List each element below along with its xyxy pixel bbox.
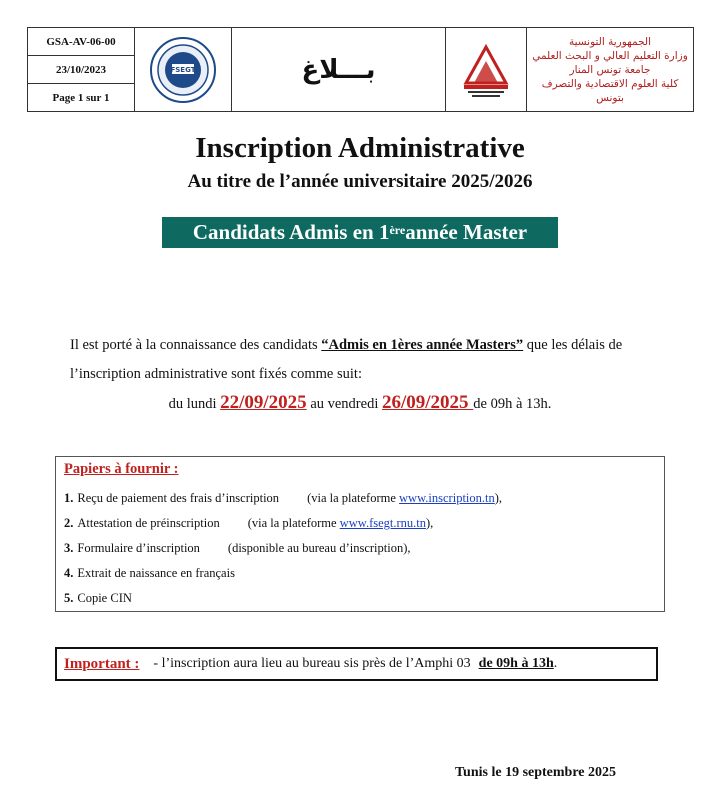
papers-item bbox=[64, 536, 656, 561]
papers-item bbox=[64, 486, 656, 511]
papers-item bbox=[64, 511, 656, 536]
papers-box bbox=[55, 456, 665, 612]
item-number: 3. bbox=[64, 541, 74, 555]
papers-item bbox=[64, 586, 656, 611]
intro-post: que les délais de l’inscription administrative sont fixés comme suit: bbox=[70, 337, 623, 382]
candidates-banner bbox=[162, 217, 558, 248]
page-title: Inscription Administrative bbox=[195, 132, 525, 164]
item-note: (disponible au bureau d’inscription), bbox=[227, 541, 411, 555]
arabic-line-4: كلية العلوم الاقتصادية والتصرف bbox=[541, 77, 679, 90]
arabic-line-1: الجمهورية التونسية bbox=[569, 35, 651, 48]
intro-pre: Il est porté à la connaissance des candidats bbox=[70, 337, 322, 353]
registration-dates bbox=[0, 392, 720, 414]
important-end: . bbox=[553, 656, 558, 671]
item-note: (via la plateforme bbox=[307, 491, 400, 505]
papers-heading: Papiers à fournir : bbox=[64, 461, 179, 477]
hours-text: de 09h à 13h. bbox=[473, 396, 552, 412]
from-label: du lundi bbox=[168, 396, 221, 412]
item-number: 2. bbox=[64, 516, 74, 530]
fsegt-logo-text: FSEGT bbox=[170, 65, 196, 74]
item-note-end: ), bbox=[426, 516, 434, 530]
document-header bbox=[27, 27, 694, 112]
item-note-end: ), bbox=[494, 491, 503, 505]
fsegt-logo bbox=[135, 28, 232, 111]
page-number: Page 1 sur 1 bbox=[52, 91, 110, 104]
banner-sup: ère bbox=[389, 223, 406, 237]
document-code: GSA-AV-06-00 bbox=[28, 28, 134, 56]
item-text: Reçu de paiement des frais d’inscription bbox=[77, 491, 280, 505]
intro-paragraph bbox=[70, 331, 670, 389]
item-number: 5. bbox=[64, 591, 74, 605]
banner-text-pre: Candidats Admis en 1 bbox=[192, 220, 390, 244]
notice-title-arabic: بـــلاغ bbox=[232, 28, 446, 111]
university-logo bbox=[446, 28, 527, 111]
institution-arabic bbox=[527, 28, 693, 111]
important-text: - l’inscription aura lieu au bureau sis près de l’Amphi 03 bbox=[153, 656, 471, 671]
item-text: Attestation de préinscription bbox=[77, 516, 220, 530]
inscription-link[interactable]: www.inscription.tn bbox=[399, 491, 495, 505]
fsegt-seal-icon bbox=[148, 35, 218, 105]
papers-item bbox=[64, 561, 656, 586]
item-number: 1. bbox=[64, 491, 74, 505]
item-text: Formulaire d’inscription bbox=[77, 541, 200, 555]
start-date: 22/09/2025 bbox=[220, 392, 307, 413]
university-emblem-icon bbox=[456, 39, 516, 101]
page-subtitle: Au titre de l’année universitaire 2025/2026 bbox=[187, 171, 533, 192]
banner-text-post: année Master bbox=[405, 220, 528, 244]
important-hours: de 09h à 13h bbox=[478, 656, 554, 671]
item-note: (via la plateforme bbox=[247, 516, 340, 530]
intro-bold: “Admis en 1ères année Masters” bbox=[321, 337, 524, 353]
item-number: 4. bbox=[64, 566, 74, 580]
document-codes bbox=[28, 28, 135, 111]
signature-date: Tunis le 19 septembre 2025 bbox=[455, 765, 617, 780]
end-date: 26/09/2025 bbox=[381, 392, 474, 413]
important-label: Important : bbox=[64, 655, 140, 672]
fsegt-link[interactable]: www.fsegt.rnu.tn bbox=[339, 516, 426, 530]
arabic-line-2: وزارة التعليم العالي و البحث العلمي bbox=[532, 49, 688, 62]
document-date: 23/10/2023 bbox=[28, 56, 134, 84]
important-notice bbox=[55, 647, 658, 681]
item-text: Extrait de naissance en français bbox=[77, 566, 235, 580]
to-label: au vendredi bbox=[306, 396, 382, 412]
arabic-line-5: بتونس bbox=[596, 91, 624, 104]
arabic-line-3: جامعة تونس المنار bbox=[569, 63, 651, 76]
item-text: Copie CIN bbox=[77, 591, 132, 605]
